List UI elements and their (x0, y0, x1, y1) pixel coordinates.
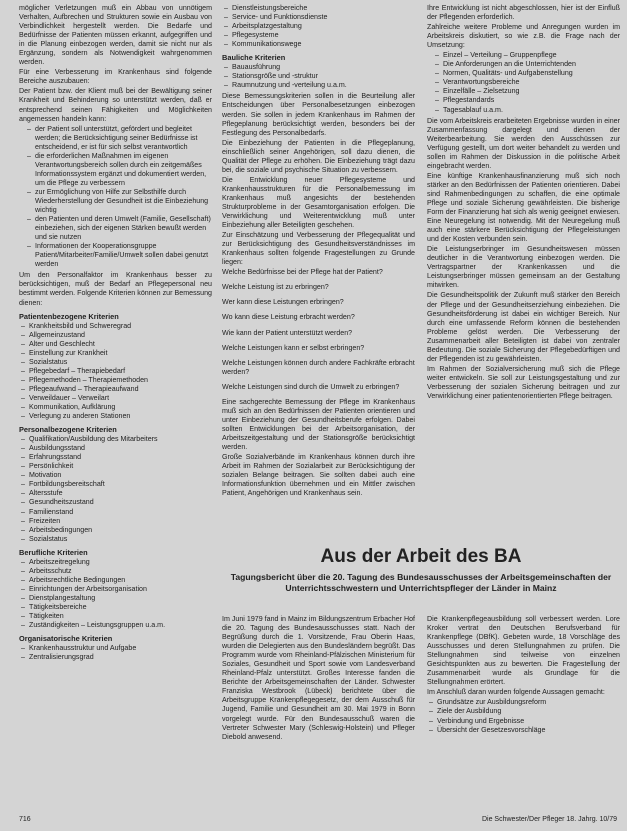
text-column-1 (19, 4, 212, 664)
article-column-left (222, 615, 415, 743)
question-item: Welche Leistungen können durch andere Fachkräfte erbracht werden? (222, 358, 415, 376)
list-item: – Verweildauer – Verweilart (19, 394, 212, 403)
section-heading: Patientenbezogene Kriterien (19, 311, 119, 321)
section-heading: Bauliche Kriterien (222, 53, 286, 63)
question-item: Wie kann der Patient unterstützt werden? (222, 328, 353, 337)
paragraph: möglicher Verletzungen muß ein Abbau von unnötigem Verhalten, Aufbrechen und Strukturen sowie ein Ausbau von Verbindlichkeit hergestellt werden. Die Bedarfe und Bedürfnisse der Patienten müssen erkannt, aufgegriffen und in die Planung einbezogen werden, damit sie nicht nur als Ergänzung, sondern als Notwendigkeit wahrgenommen werden. (19, 4, 212, 67)
list-item: – Verantwortungsbereiche (427, 78, 620, 87)
bullet-list (222, 63, 415, 90)
list-item: – Tätigkeitsbereiche (19, 603, 212, 612)
list-item: – Informationen der Kooperationsgruppe Patient/Mitarbeiter/Familie/Umwelt sollen dabei genutzt werden (19, 242, 212, 269)
list-item: – Gesundheitszustand (19, 498, 212, 507)
paragraph: Diese Bemessungskriterien sollen in die Beurteilung aller Entscheidungen über Personalbesetzungen einbezogen werden. Sie sollen in jedem Krankenhaus im Rahmen der Pflegeplanung berücksichtigt werden, besonders bei der Festlegung des Personalbedarfs. (222, 92, 415, 137)
paragraph: Große Sozialverbände im Krankenhaus können durch ihre Arbeit im Rahmen der Sozialarbeit zur Berücksichtigung der sozialen Belange beitragen. Sie sollten dabei auch eine Informationsfunktion übernehmen und ein Mittler zwischen Patient, Angehörigen und Krankenhaus sein. (222, 453, 415, 498)
list-item: – Arbeitsschutz (19, 567, 212, 576)
question-item: Welche Leistungen kann er selbst erbringen? (222, 343, 365, 352)
list-item: – Sozialstatus (19, 535, 212, 544)
paragraph: Ihre Entwicklung ist nicht abgeschlossen, hier ist der Einfluß der Pflegenden erforderlich. (427, 4, 620, 22)
list-item: – zur Ermöglichung von Hilfe zur Selbsthilfe durch Wiederherstellung der Gesundheit ist die Einbeziehung wichtig (19, 188, 212, 215)
list-item: – Ausbildungsstand (19, 444, 212, 453)
list-item: – Raumnutzung und -verteilung u.a.m. (222, 81, 415, 90)
text-column-2 (222, 4, 415, 499)
article-subtitle: Tagungsbericht über die 20. Tagung des Bundesausschusses der Arbeitsgemeinschaften der Unterrichtsschwestern und Unterrichtspfleger der Länder in Mainz (230, 572, 612, 593)
list-item: – Arbeitsrechtliche Bedingungen (19, 576, 212, 585)
list-item: – Allgemeinzustand (19, 331, 212, 340)
list-item: – Zentralisierungsgrad (19, 653, 212, 662)
list-item: – Tätigkeiten (19, 612, 212, 621)
section-heading: Berufliche Kriterien (19, 547, 88, 557)
list-item: – Bauausführung (222, 63, 415, 72)
list-item: – Arbeitsplatzgestaltung (222, 22, 415, 31)
list-item: – Einzel – Verteilung – Gruppenpflege (427, 51, 620, 60)
list-item: – Pflegeaufwand – Therapieaufwand (19, 385, 212, 394)
journal-footer: Die Schwester/Der Pfleger 18. Jahrg. 10/79 (481, 816, 617, 823)
bullet-list (19, 558, 212, 630)
bullet-list (427, 51, 620, 114)
list-item: – Familienstand (19, 508, 212, 517)
paragraph: Für eine Verbesserung im Krankenhaus sind folgende Bereiche auszubauen: (19, 68, 212, 86)
list-item: – der Patient soll unterstützt, gefördert und begleitet werden; die Berücksichtigung seiner Bedürfnisse ist entscheidend, er ist für sich selbst verantwortlich (19, 125, 212, 152)
article-header (222, 546, 620, 593)
list-item: – Erfahrungsstand (19, 453, 212, 462)
question-item: Wo kann diese Leistung erbracht werden? (222, 313, 355, 322)
list-item: – Stationsgröße und -struktur (222, 72, 415, 81)
list-item: – Übersicht der Gesetzesvorschläge (427, 726, 620, 735)
list-item: – Tagesablauf u.a.m. (427, 106, 620, 115)
list-item: – Krankheitsbild und Schweregrad (19, 322, 212, 331)
question-item: Welche Leistung ist zu erbringen? (222, 283, 329, 292)
list-item: – Sozialstatus (19, 358, 212, 367)
paragraph: Eine sachgerechte Bemessung der Pflege im Krankenhaus muß sich an den Bedürfnissen der Patienten orientieren und unter Einbeziehung der Gesundheitsberufe erfolgen. Dabei sollten Entwicklungen bei der Arbeitsorganisation, der Arbeitszeitgestaltung und der Stationsgröße berücksichtigt werden. (222, 397, 415, 451)
paragraph: Die Gesundheitspolitik der Zukunft muß stärker den Bereich der Pflege und der Gesundheitserziehung einbeziehen. Die Gesundheitsförderung ist dabei ein wichtiger Bereich. Nur durch eine umfassende Reform können die bestehenden Probleme gelöst werden. Die Verbesserung der Zusammenarbeit aller Beteiligten ist dabei von zentraler Bedeutung. Die soziale Sicherung der Pflegebedürftigen und der Pflegenden ist zu gewährleisten. (427, 291, 620, 363)
section-heading: Organisatorische Kriterien (19, 634, 113, 644)
question-item: Welche Leistungen sind durch die Umwelt zu erbringen? (222, 382, 400, 391)
list-item: – Pflegestandards (427, 96, 620, 105)
paragraph: Die Entwicklung neuer Pflegesysteme und Krankenhausstrukturen für die Personalbemessung im Krankenhaus muß angesichts der bestehenden Strukturprobleme in der Gesamtorganisation erfolgen. Die Verwirklichung und Weiterentwicklung muß unter Einbeziehung aller Beteiligten geschehen. (222, 175, 415, 230)
list-item: – Verbindung und Ergebnisse (427, 717, 620, 726)
list-item: – die erforderlichen Maßnahmen im eigenen Verantwortungsbereich sollen durch ein zeitgemäßes Informationssystem ergänzt und dokumentiert werden, um die Pflege zu verbessern (19, 152, 212, 188)
list-item: – Kommunikation, Aufklärung (19, 403, 212, 412)
list-item: – Freizeiten (19, 517, 212, 526)
question-list (222, 268, 415, 391)
paragraph: Zur Einschätzung und Verbesserung der Pflegequalität und zur Berücksichtigung des Gesundheitsverständnisses im Krankenhaus sollten folgende Fragestellungen zu Grunde liegen: (222, 231, 415, 267)
paragraph: Zahlreiche weitere Probleme und Anregungen wurden im Arbeitskreis diskutiert, so wie z.B. die Frage nach der Umsetzung: (427, 23, 620, 50)
bullet-list (19, 125, 212, 270)
page-number: 716 (19, 816, 31, 823)
list-item: – Verlegung zu anderen Stationen (19, 412, 212, 421)
bullet-list (19, 435, 212, 544)
paragraph: Die Krankenpflegeausbildung soll verbessert werden. Lore Kroker vertrat den Deutschen Berufsverband für Krankenpflege (DBfK). Gebeten wurde, 18 Vorschläge des Ausschusses und deren Stellungnahmen zu prüfen. Die Stellungnahmen sind teilweise von einzelnen Gesichtspunkten aus zu bewerten. Die Fragestellung der Zusammenarbeit wurde als Grundlage für die Stellungnahmen erörtert. (427, 615, 620, 687)
list-item: – Einrichtungen der Arbeitsorganisation (19, 585, 212, 594)
paragraph: Die vom Arbeitskreis erarbeiteten Ergebnisse wurden in einer Zusammenfassung dargelegt und dienen der Weiterbearbeitung. Sie werden den Ausschüssen zur Verfügung gestellt, um dort weiter behandelt zu werden und sollen im Rahmen der Diskussion in die politische Arbeit eingebracht werden. (427, 116, 620, 170)
paragraph: Im Anschluß daran wurden folgende Aussagen gemacht: (427, 688, 605, 697)
paragraph: Die Einbeziehung der Patienten in die Pflegeplanung, einschließlich seiner Angehörigen, soll dazu dienen, die Qualität der Pflege zu erhöhen. Die Einbeziehung trägt dazu bei, die soziale und psychische Situation zu verbessern. (222, 138, 415, 174)
list-item: – Pflegesysteme (222, 31, 415, 40)
bullet-list (427, 698, 620, 734)
list-item: – Krankenhausstruktur und Aufgabe (19, 644, 212, 653)
paragraph: Im Juni 1979 fand in Mainz im Bildungszentrum Erbacher Hof die 20. Tagung des Bundesausschusses statt. Nach der Begrüßung durch die 1. Vorsitzende, Frau Oberin Haas, wurden die Delegierten aus den Bundesländern begrüßt. Das Programm wurde vom Rheinland-Pfälzischen Ministerium für Soziales, Gesundheit und Sport sowie vom Landesverband Rheinland-Pfalz unterstützt. Großes Interesse fanden die Berichte der Arbeitsgemeinschaften der Länder. Schwester Franziska Westbrook (Lübeck) berichtete über die Arbeitsgruppe Krankenpflegegesetz, der dem Ausschuß für Jugend, Familie und Gesundheit am 30. Mai 1979 in Bonn vorgelegt wurde. Für den Bundesausschuß waren die Vertreter Schwester Mary (Schleswig-Holstein) und Pfleger Diebold anwesend. (222, 615, 415, 741)
list-item: – Kommunikationswege (222, 40, 415, 49)
list-item: – Grundsätze zur Ausbildungsreform (427, 698, 620, 707)
question-item: Wer kann diese Leistungen erbringen? (222, 298, 344, 307)
list-item: – Arbeitszeitregelung (19, 558, 212, 567)
list-item: – Alter und Geschlecht (19, 340, 212, 349)
list-item: – Qualifikation/Ausbildung des Mitarbeiters (19, 435, 212, 444)
text-column-3 (427, 4, 620, 402)
list-item: – Altersstufe (19, 489, 212, 498)
list-item: – den Patienten und deren Umwelt (Familie, Gesellschaft) einbeziehen, sich der eigenen Stärken bewußt werden und sie nutzen (19, 215, 212, 242)
paragraph: Die Leistungserbringer im Gesundheitswesen müssen deutlicher in die Verantwortung einbezogen werden. Die Vertragspartner der Krankenkassen und die Leistungserbringer müssen gemeinsam an der Gestaltung mitwirken. (427, 245, 620, 290)
list-item: – Ziele der Ausbildung (427, 707, 620, 716)
list-item: – Einzelfälle – Zielsetzung (427, 87, 620, 96)
list-item: – Die Anforderungen an die Unterrichtenden (427, 60, 620, 69)
paragraph: Um den Personalfaktor im Krankenhaus besser zu berücksichtigen, muß der Bedarf an Pflegepersonal neu bestimmt werden. Folgende Kriterien können zur Bemessung dienen: (19, 271, 212, 307)
article-column-right (427, 615, 620, 735)
list-item: – Arbeitsbedingungen (19, 526, 212, 535)
list-item: – Pflegebedarf – Therapiebedarf (19, 367, 212, 376)
list-item: – Einstellung zur Krankheit (19, 349, 212, 358)
paragraph: Im Rahmen der Sozialversicherung muß sich die Pflege weiter entwickeln. Sie soll zur Leistungsgestaltung und zur Verbesserung der sozialen Sicherung beitragen und zur Verwirklichung einer patientenorientierten Pflege beitragen. (427, 364, 620, 400)
paragraph: Eine künftige Krankenhausfinanzierung muß sich noch stärker an den Bedürfnissen der Patienten orientieren. Dabei sind Rahmenbedingungen zu schaffen, die eine optimale Pflege und soziale Sicherung gewährleisten. Die bisherige Form der Finanzierung hat sich als wenig geeignet erwiesen. Eine Neuregelung ist notwendig. Mit der Neuregelung muß auch eine stärkere Berücksichtigung der Pflegeleistungen und der Kosten verbunden sein. (427, 171, 620, 244)
list-item: – Service- und Funktionsdienste (222, 13, 415, 22)
list-item: – Motivation (19, 471, 212, 480)
list-item: – Persönlichkeit (19, 462, 212, 471)
article-title: Aus der Arbeit des BA (320, 546, 522, 567)
bullet-list (19, 644, 212, 662)
list-item: – Dienstplangestaltung (19, 594, 212, 603)
paragraph: Der Patient bzw. der Klient muß bei der Bewältigung seiner Krankheit und Behinderung so unterstützt werden, daß er entsprechend seinen Fähigkeiten und Möglichkeiten angemessen handeln kann: (19, 87, 212, 123)
list-item: – Dienstleistungsbereiche (222, 4, 415, 13)
list-item: – Normen, Qualitäts- und Aufgabenstellung (427, 69, 620, 78)
bullet-list (19, 322, 212, 422)
list-item: – Fortbildungsbereitschaft (19, 480, 212, 489)
list-item: – Zuständigkeiten – Leistungsgruppen u.a.m. (19, 621, 212, 630)
bullet-list (222, 4, 415, 49)
list-item: – Pflegemethoden – Therapiemethoden (19, 376, 212, 385)
question-item: Welche Bedürfnisse bei der Pflege hat der Patient? (222, 268, 383, 277)
section-heading: Personalbezogene Kriterien (19, 425, 117, 435)
